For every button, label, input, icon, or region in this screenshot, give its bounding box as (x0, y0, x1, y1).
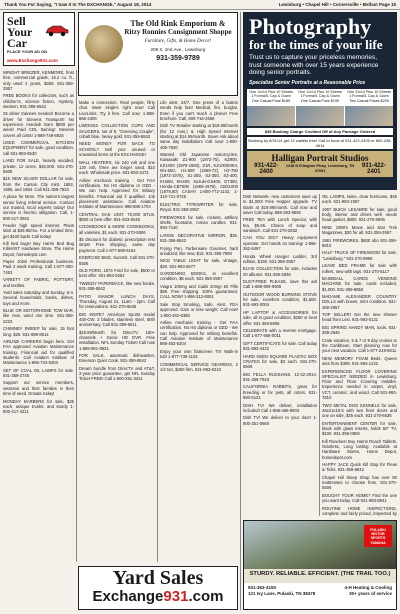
old-rink-logo-icon (85, 25, 123, 63)
classified-listing: BIG KNIFE? American Sports model 440-CW, 3 blades, stainless steel, 50th anniversary. Call 931-359-6611 (79, 311, 155, 328)
classified-listing: $5 discount for diabetic prescription test strips! Free shipping, same day payment. Call 1-877-588-6154 (79, 237, 155, 253)
classified-listing: CENTRAL GAS UNIT, 70,000 BTUs, $500 or best offer. 931-933-8446 (79, 211, 155, 222)
photo-tagline: Trust us to capture your priceless memories, trust someone with over 15 years experience doing senior portraits. (249, 54, 379, 76)
portrait-photo-3 (345, 106, 393, 126)
dealer-badge: PULASKI MOTOR SPORTS YAMAHA (364, 525, 392, 547)
classified-listing: NINE 1990's Movie and Star Trek Magazines, $30 for all. 931-359-2957 (322, 224, 397, 236)
sell-car-caption: PLACE YOUR AD ON (7, 49, 48, 54)
classified-listing: BIG FELLA RUSSIANS, 12-22-2014. 931-359-7843 (243, 371, 317, 382)
classified-listing: NICE TABLE LIGHT for sale, vintage, $20. 931-993-6677 (160, 258, 238, 269)
classified-listing: CAN YOU DIG? Heavy equipment operator. Get hands on training! 1-866-362-6497 (243, 235, 317, 252)
classified-column-1 (3, 70, 74, 610)
classified-column-5 (322, 194, 397, 516)
classified-listing: BOUGHT YOUR HOME? Find the one you want today. Call 931-993-8841 (322, 492, 397, 504)
column-divider (240, 12, 241, 610)
classified-listing: ELVIS COLLECTION for sale, includes 20 albums. 931-359-2846 (243, 266, 317, 277)
yard-sales-ad[interactable] (78, 566, 238, 610)
classified-listing: FREE BOOKS for collectors, such as children's, science fiction, mystery, western. 931-389-6542 (3, 93, 74, 109)
classified-listing: Wanted Old Japanese motorcycles, Kawasaki Z1-900 (1972-75), KZ900, KZ1000 (1976-1982), Z1R, KZ1000MKII, W1-650, H1-500 (1969-72), H2-750 (1972-1975), S1-250, S2-350, S3-400, KH250, KH400, Suzuki-GS400, GT380, Honda-CB750K (1969-1976), CBX1000 (1979,80) CASH!! 1-800-772-1142, 1-310-721-0726 (160, 152, 238, 200)
header-right: Lewisburg • Chapel Hill • Cornersville • Belfast Page 15 (278, 2, 396, 7)
classified-listing: 1997 BUICK LESABRE for sale, good body, interior and drives well, needs head gasket, $800. 931-270-8506 (322, 206, 397, 223)
sell-your-car-ad[interactable] (3, 12, 75, 66)
classified-listing: Viagra 100mg and Cialis 20mg! 50 Pills $99. Free shipping. 100% guaranteed. CALL NOW! 1-866-312-6061 (160, 283, 238, 300)
classified-listing: LEAVE BED FRAME for sale with rollers, new with tags. 931-270-5117 (322, 263, 397, 274)
classified-listing: COOKBOOKS & MORE COOKBOOKS, all varieties, $1 each. 931-270-5506 (79, 224, 155, 235)
classified-listing: Paper Jobs! Professional business. Paid 2 week training. Call 1-877-260-7453 (3, 259, 74, 275)
classified-listing: OIL LAMPS, twine, clear hurricane, $45 each. 931-993-1997 (322, 194, 397, 205)
portrait-photo-1 (247, 106, 295, 126)
photo-booking: $35 Booking Charge Credited Off of Any Package Ordered (247, 128, 393, 135)
classified-listing: BIG SPRING HANDY MAN, tools. 931-359-2846 (322, 324, 397, 336)
classified-listing: ROUTINE HOME INSPECTIONS, complete and fairly priced, inspected by (322, 505, 397, 516)
studio-address: 1248 N Ellington Pkwy. Lewisburg, TN 37091 (285, 164, 355, 173)
car-icon (44, 23, 70, 37)
package-2: One 11x14 Plus 10 Sheets 1 Formal/1 Cap & Gown One Casual Pose $199 (296, 89, 344, 105)
classified-listing: SET OF COAL OIL LAMPS for sale. 931-359-2746 (3, 367, 74, 378)
classified-column-2 (79, 100, 155, 562)
photo-subtitle: for the times of your life (249, 37, 383, 52)
classified-listing: $19.99/Month for DirecTV. 160+ channels + Genie HD DVR. Free installation. NFL Sunday Ticket! Call now 1-888-861-8521 (79, 329, 155, 351)
classified-listing: Feeder high speed internet. Plans start at $29.95/mo. For a limited time, get $100 back! Call today! (3, 223, 74, 239)
classified-listing: EXERCISE BIKE, Summit. Call 931-270-5506 (79, 255, 155, 266)
classified-listing: COMMERCIAL SERVICE GEARBOX, 2 1/2 ton, $450 firm. 931-993-6210 (160, 361, 238, 372)
classified-listing: MONDAY BARBERS for sale, $25 each, antique trunks, and sturdy 1-800-417-4211 (3, 398, 74, 415)
classified-listing: USED COMMERCIAL KITCHEN EQUIPMENT for sale, good condition, call 931-993-6530 (3, 140, 74, 156)
classified-listing: CELEBRATE with a reverse mortgage. Call 1-877-568-0011 (243, 328, 317, 339)
classified-listing: NEW MEMORY FOAM Beds. Queen sets from $399. 931-993-1222 (322, 355, 397, 367)
studio-name: Halligan Portrait Studios (271, 152, 369, 163)
classified-listing: Enjoy your own flatscreen TV! Walk-in tub! 1-877-739-1102 (160, 348, 238, 360)
classified-listing: DUST-FREE PLEASE, save this ad! Call 1-888-909-9905 (243, 279, 317, 290)
classified-listing: Yard sales Saturday and Sunday, 8-4. Several households, books, dishes, toys and more. (3, 290, 74, 306)
classified-listing: ENTERTAINMENT CENTER for sale, black with glass inserts, holds 50" TV, $100. 931-359-0809 (322, 420, 397, 437)
classified-listing: HARD KEEN SQUARE PLASTIC BOX CRATES for sale, $3 each. 931-270-5506 (243, 353, 317, 370)
package-1: One 11x14 Plus 10 Sheets 1 Formal/1 Cap & Gown One Casual Pose $189 (247, 89, 295, 105)
photo-booking-2: Booking by 8/31/14 get 12 wallets free! Call to book at 931-422-2400 or 800-238-4614 (248, 137, 392, 148)
classified-listing: TWEEDY PAPERBACK, like new books. 931-359-8842 (79, 280, 155, 292)
classified-listing: DISH TV! We deliver, installation included! Call 1-888-486-8903 (243, 402, 317, 413)
classified-listing: AIRLINE CAREERS begin here. Get FAA approved Aviation Maintenance training. Financial aid for qualified students. Call Aviation Institute of Maintenance 1-866-724-5403 (3, 338, 74, 366)
classified-listing: Airline mechanic training - Get FAA certification. No HS diploma or GED - We can help. Approved for military benefits. Call Aviation Institute of Maintenance 866-453-6204 (160, 320, 238, 347)
classified-listing: Dish Network- new customers save up to $1,000! Free Hopper upgrade. TV starts at $19.99/month. Call now and save! Call today, 888-283-9692 (243, 194, 317, 215)
classified-listing: LIMOGES COLLECTION CUPS AND SAUCERS, set of 8, "Greening Couple", cobalt blue, heavy gold. 931-359-8842 (79, 123, 155, 139)
rink-phone[interactable]: 931-359-9789 (156, 55, 200, 62)
classified-listing: PATIO MANOR LUNCH DAYS, Thursday, August 21, 11am - 2pm. Call for reservations. 931-270-6636 (79, 293, 155, 310)
column-divider (76, 70, 77, 562)
classified-listing: MADAME ALEXANDER COUNTRY DOLLS with boxes, mint condition. 931-359-2957 (322, 294, 397, 310)
classified-listing: 1991 FIREWORKS, $600 obo 931-359-8810 (322, 237, 397, 248)
yamaha-slogan: STURDY. RELIABLE. EFFICIENT. (THE TRAIL TOO.) (244, 569, 396, 583)
heating-cooling-years: 30+ years of service (349, 590, 392, 596)
portrait-photo-2 (296, 106, 344, 126)
classified-listing: TWO METAL DOG KENNELS for sale, 26x21x19.5 with two front doors and one on side, $35 each. 931-270-6636 (322, 402, 397, 419)
classified-listing: OUTDOOR WOOD BURNING STOVE for sale, excellent condition, $1,500. 931-993-0004 (243, 291, 317, 308)
classified-listing: Honda Wheel Hanger Ladder, 3rd edition, $150. 931-359-2957 (243, 253, 317, 264)
classified-listing: Life alert, 24/7. One press of a button sends help fast! Medical, fire, burglar. Even if you can't reach a phone! Free brochure. Call, 800-716-2656 (160, 100, 238, 121)
yamaha-phone[interactable]: 931-363-4150 (248, 585, 277, 590)
classified-listing: Frying Pan, Farberware Gourmet, hard anodized, like new, $15. 931-359-7890 (160, 245, 238, 256)
classified-listing: 25 driver trainees needed! Become a driver for Stevens Transport! No experience needed! Earn $800 per week! Paid CDL training! Stevens covers all costs! 1-888-749-8925 (3, 111, 74, 138)
page-header (0, 0, 400, 10)
classified-listing: VARIETY OF FABRIC, POTTERY, and textiles. (3, 277, 74, 288)
header-left: Thank You For Saying, "I Saw It In The EXCHANGE," August 18, 2014 (4, 2, 152, 7)
yard-url-part-1: Exchange (92, 588, 164, 605)
pulaski-motorsports-ad[interactable] (243, 520, 397, 610)
rink-tagline: Furniture, Gifts, & Home Decor! (144, 39, 212, 44)
classified-listing: BASEBALL CARDS VENDING MACHINE for sale, cards included, $1,000. 931-359-8850 (322, 275, 397, 292)
classified-listing: ELECTRIC TYPEWRITER for sale, Royal. 931-359-2957 (160, 201, 238, 213)
classified-listing: FREE TEA with Lunch Special, with tea, $5.65. Choice of soup and sandwich. Call 931-270-2832 (243, 217, 317, 233)
classified-listing: HAPPY JACK Quick Kill Stop for Fleas & Ticks. 931-359-8842 (322, 462, 397, 473)
yard-url-part-3: .com (188, 588, 224, 605)
yamaha-address: 121 Ivy Lane, Pulaski, TN 38478 (248, 590, 316, 596)
classified-listing: WALL HEATERS, six 240 volt and one 120 volt, three are longer used. $10 each. Wholesale price. 931-993-3472 (79, 159, 155, 176)
classified-listing: $15 NEW SILVER DOLLAR for sale, from the Carson City mint, 1882, 1885, and 1884. Call 931-359-7823 (3, 176, 74, 192)
yard-url-part-2: 931 (163, 588, 189, 605)
classified-listing: Dish TV Retailer starting at $19.99/month (for 12 mos.) & High Speed Internet starting at $14.95/month. Save! Ask about same day installation! Call now! 1-800-405-7630 (160, 123, 238, 150)
yard-sales-title: Yard Sales (112, 567, 204, 589)
studio-phone-left[interactable]: 931-422-2400 (254, 162, 279, 175)
classified-listing: GIFT CERTIFICATE for sale. Call today 931-993-4422 (243, 340, 317, 352)
yard-sales-url[interactable] (79, 589, 237, 605)
classified-listing: Kill Roaches! Buy Harris Roach Tablets. Odorless, Long lasting. Available at Hardware Stores, Home Depot, homedepot.com (322, 438, 397, 460)
classified-listing: Support our service members, veterans and their families in their time of need. Donate today! (3, 380, 74, 397)
classified-listing: A place for Mom. The nation's largest senior living referral service. Contact our trusted, local experts today! Our service is free/no obligation. Call, 1-800-217-3942 (3, 194, 74, 221)
classified-listing: Kill bed bugs! Buy Harris Bed Bug Killer/KIT Hardware Store, The Home Depot, homedepot.com (3, 241, 74, 257)
heating-cooling-name: 4-H Heating & Cooling (344, 585, 392, 590)
classified-listing: Make a connection. Real people, flirty chat. Meet singles right now! Call LiveLinks. Try it free. Call now: 1-888-866-2406 (79, 100, 155, 121)
photo-packages (247, 89, 393, 126)
column-divider (319, 194, 320, 516)
classified-listing: CALIFORNIA RABBITS, great for breeding or for pets, all colors. 931-993-5121 (243, 384, 317, 401)
classified-listing: LARGE DECORATIVE MIRROR, $35. 931-359-8842 (160, 232, 238, 244)
classified-column-4 (243, 194, 317, 516)
classified-listing: Chapel Hill Sleep Shop has over 50 mattresses to choose from. 931-270-5506 (322, 474, 397, 491)
classified-listing: Dish TV! We deliver to your door! 1-800-351-0850 (243, 415, 317, 426)
column-divider (157, 100, 158, 562)
classified-listing: Airline mechanic training - Get FAA certification. No HS diploma or GED - We can help. Approved for military benefits. Financial aid if qualified. Job placement assistance. Call Aviation Institute of Maintenance 888-686-1704 (79, 177, 155, 210)
classified-listing: HALF TRUCK OF FIREWOOD for sale, "Lewisburg." 931-270-9995 (322, 250, 397, 261)
classified-listing: OLD FORD, 1974 Ford for sale, $500 or best offer. 931-993-5254 (79, 268, 155, 279)
atv-photo (244, 521, 396, 569)
classified-listing: FIREWORKS for sale, rockets, artillery shells, fountains, roman candles. 931-993-7140 (160, 214, 238, 231)
studio-phone-right[interactable]: 931-422-2401 (361, 162, 386, 175)
rink-name-2: Ritzy Ronnies Consignment Shoppe (124, 28, 232, 36)
classified-column-3 (160, 100, 238, 562)
classified-listing: Crate vacation, 5 & 7 or 9 day cruises to the Caribbean. Start planning now for your next vacation. Call 1-877-219-8611 (322, 337, 397, 354)
classified-listing: Sale Stop Smoking, Safe, Alert. FDA approved. Gain or lose weight. Call now! 1-800-492-6380 (160, 301, 238, 318)
classified-listing: BLUE OR MOTORHOME TOW BAR, like new, used one time. 931-359-2223 (3, 308, 74, 324)
classified-listing: GARDENING BOOKS, in excellent condition, $5 each. 931-359-2957 (160, 271, 238, 282)
rink-name: The Old Rink Emporium & (130, 19, 226, 28)
classified-listing: EXPERIENCED FLOOR COVERING SPECIALIST NEEDED in Lewisburg. Floor and Floor Covering Installer. Experience needed in carpet, vinyl, VCT, ceramic, and wood. Call 931-993-7810 (322, 368, 397, 401)
classified-listing: WRIGHT BRIEZER, KENMORE, frost free, commercial grade, 16.2 cu. ft., only used 2 years, $350. 931-359-2957 (3, 70, 74, 91)
classified-listing: HP LAPTOP & ACCESSORIES for sale, all in good condition, $250 or best offer. 931-359-8806 (243, 309, 317, 326)
rink-address: 208 S. 2nd Ave., Lewisburg (150, 47, 206, 52)
sell-car-url[interactable]: www.Exchange931.com (7, 58, 58, 63)
old-rink-ad[interactable] (78, 12, 238, 96)
classified-listing: NEED MONEY FOR BACK TO SCHOOL? Sell your unused or unwanted items at the EXCHANGE! (79, 141, 155, 158)
photo-title: Photography (249, 14, 372, 39)
classified-listing: Dream bundle from DirecTV and AT&T, 2-year price guarantee, get NFL Sunday Ticket FREE! Call 1-800-291-3321 (79, 365, 155, 382)
package-3: One 11x14 Plus 10 Sheets 1 Formal/1 Cap & Gown Two Casual Poses $209 (345, 89, 393, 105)
classified-listing: CHIMNEY SWEEP for sale, 15 foot long. $25. 931-698-8514 (3, 326, 74, 337)
studio-box (247, 151, 393, 177)
photo-special: Specialize Senior Portraits at a Reasonable Price (249, 79, 366, 86)
classified-listing: FOR SALE, automatic dishwasher, Emerson Quiet Cook, 931-359-8842 (79, 353, 155, 364)
classified-listing: TOP SELLER! Get the new shower head from Lexi. 931-993-0121 (322, 312, 397, 323)
sell-car-title: Sell Your Car (7, 14, 33, 50)
photography-ad[interactable] (243, 12, 397, 190)
classified-listing: LAND FOR SALE, heavily wooded, private, 12 acres, $46,000. 931-270-5508 (3, 158, 74, 174)
